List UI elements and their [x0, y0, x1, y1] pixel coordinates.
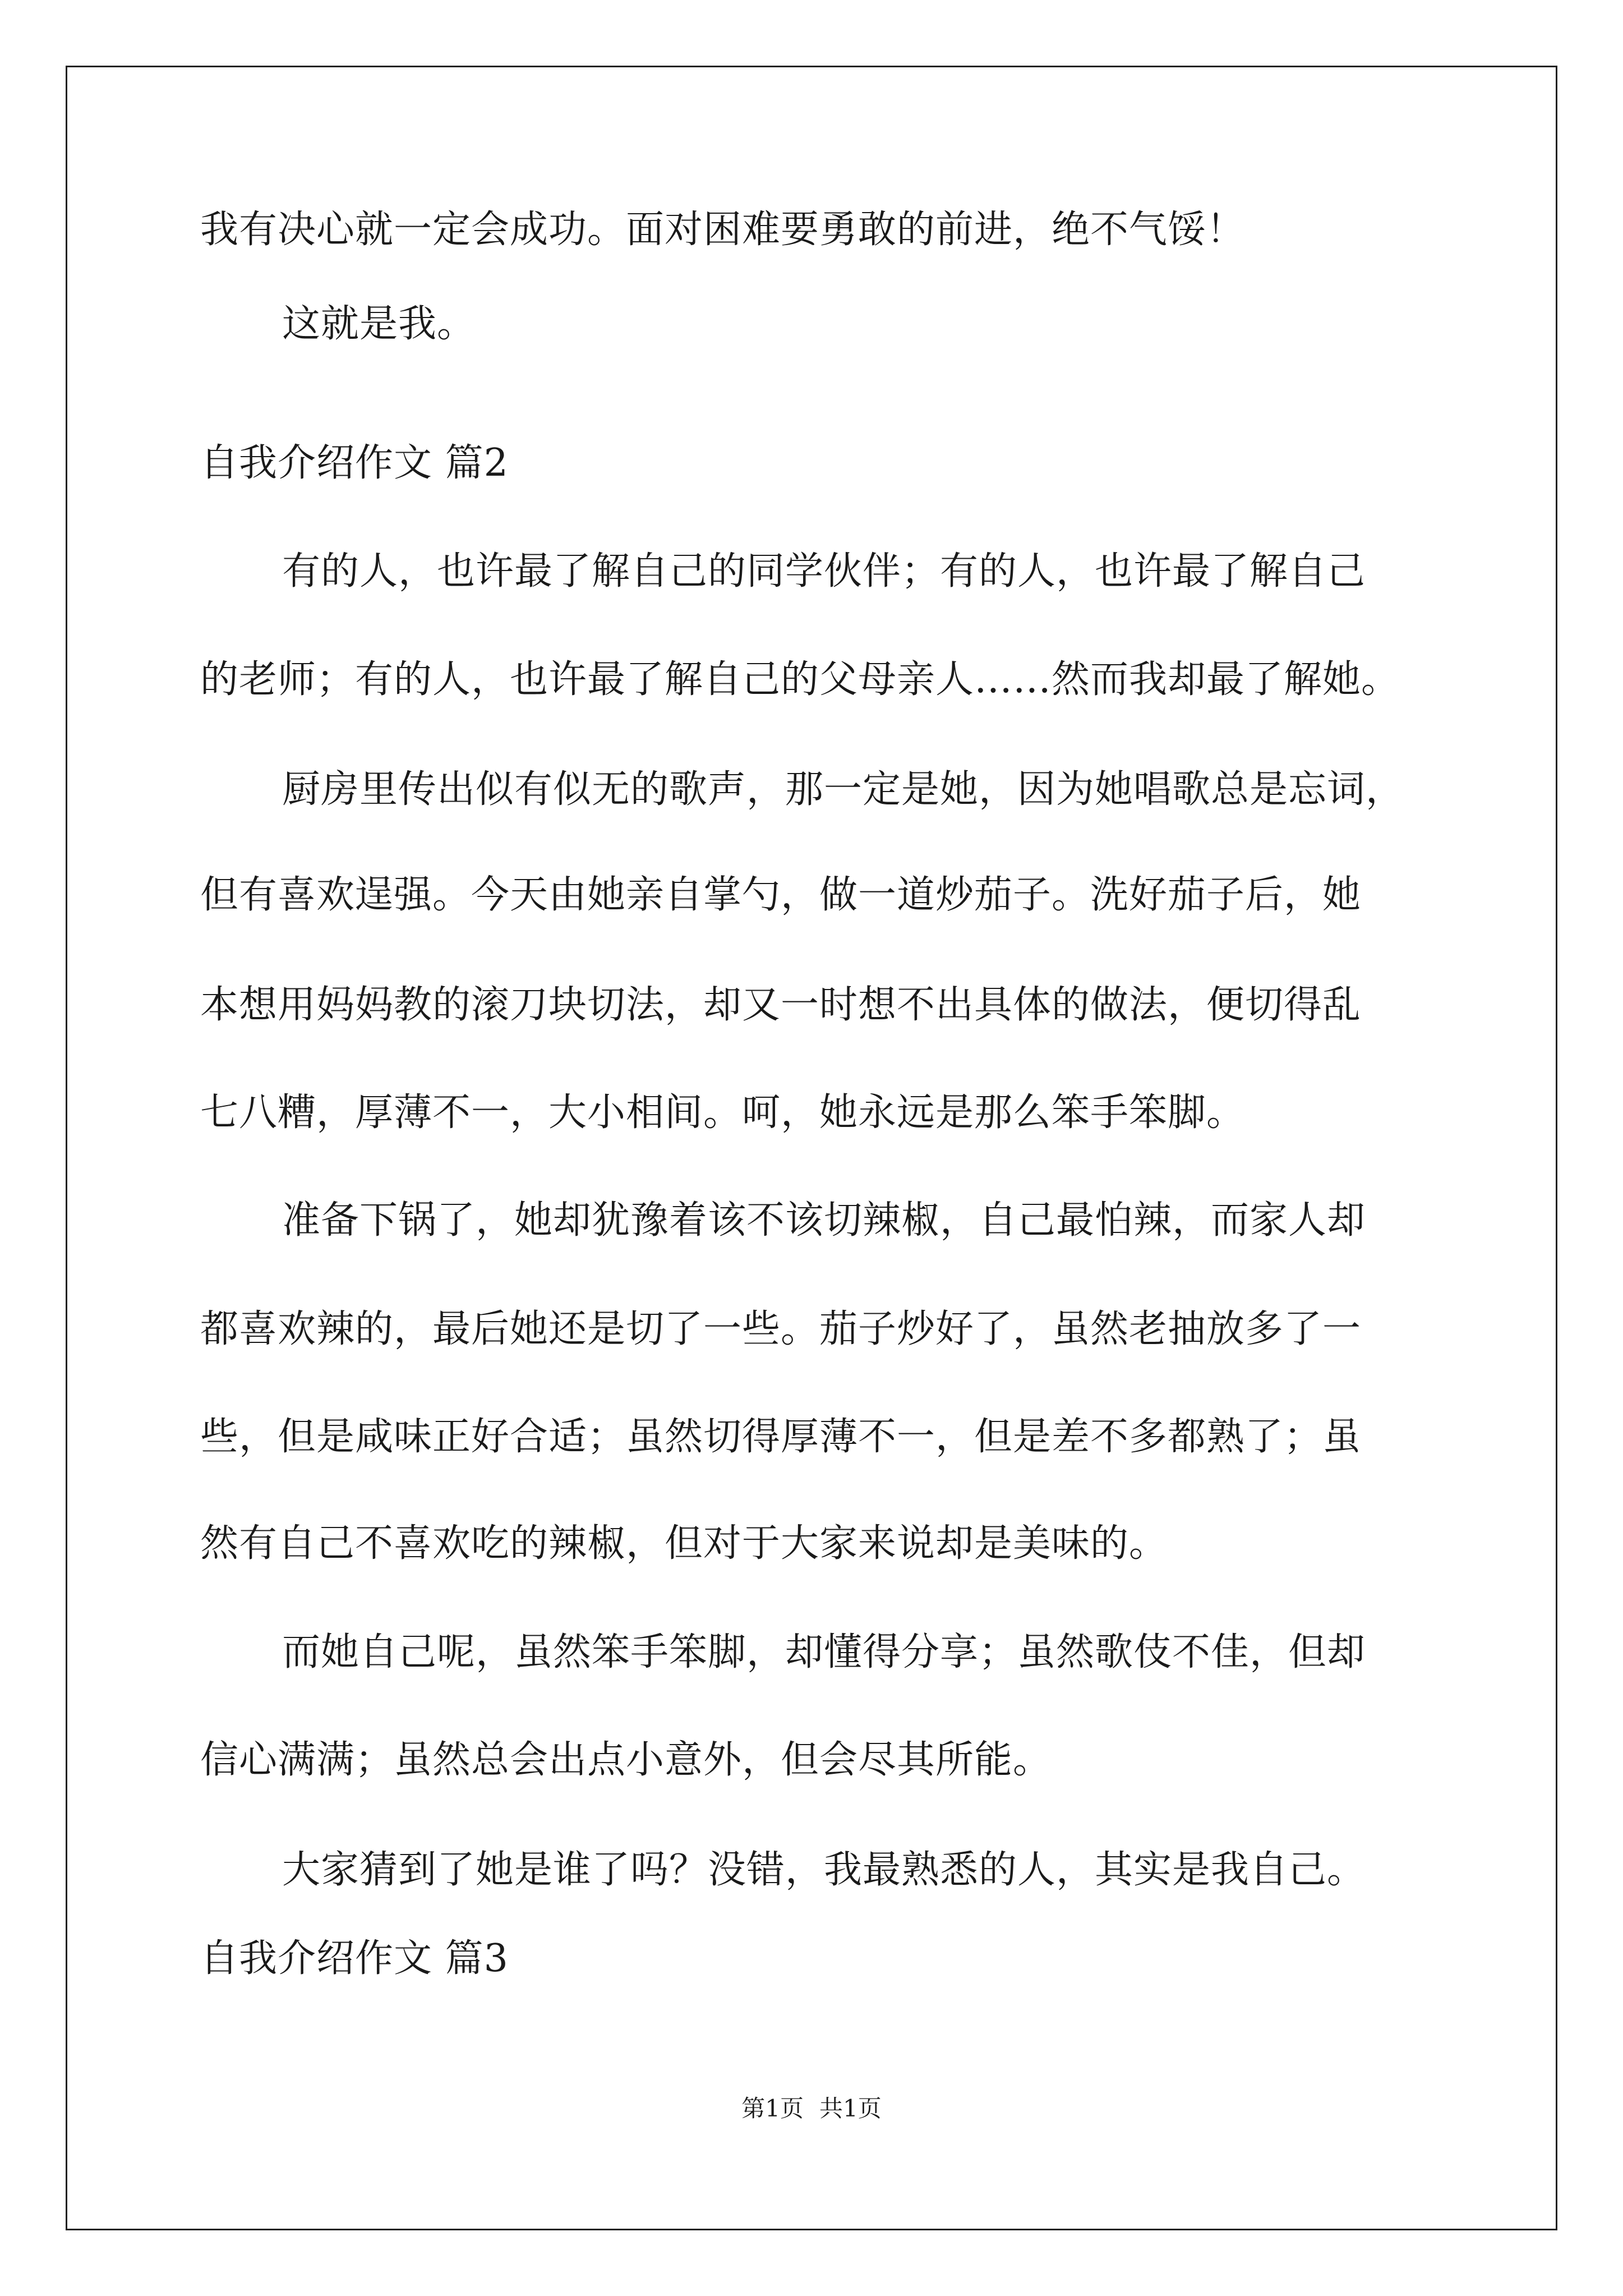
paragraph-line: 些，但是咸味正好合适；虽然切得厚薄不一，但是差不多都熟了；虽	[200, 1415, 1362, 1459]
paragraph-line: 准备下锅了，她却犹豫着该不该切辣椒，自己最怕辣，而家人却	[282, 1198, 1366, 1243]
paragraph-line: 而她自己呢，虽然笨手笨脚，却懂得分享；虽然歌伎不佳，但却	[282, 1630, 1366, 1674]
paragraph-line: 然有自己不喜欢吃的辣椒，但对于大家来说却是美味的。	[200, 1521, 1168, 1566]
page-number: 第1页	[741, 2095, 804, 2122]
paragraph-line: 本想用妈妈教的滚刀块切法，却又一时想不出具体的做法，便切得乱	[200, 983, 1362, 1027]
paragraph-line: 七八糟，厚薄不一，大小相间。呵，她永远是那么笨手笨脚。	[200, 1091, 1246, 1135]
page-footer	[0, 2097, 1623, 2120]
paragraph-line: 我有决心就一定会成功。面对困难要勇敢的前进，绝不气馁！	[200, 208, 1246, 252]
paragraph-line: 大家猜到了她是谁了吗？没错，我最熟悉的人，其实是我自己。	[282, 1848, 1366, 1892]
paragraph-line: 都喜欢辣的，最后她还是切了一些。茄子炒好了，虽然老抽放多了一	[200, 1307, 1362, 1351]
paragraph-line: 的老师；有的人，也许最了解自己的父母亲人……然而我却最了解她。	[200, 657, 1400, 702]
page-total: 共1页	[819, 2095, 882, 2122]
paragraph-line: 但有喜欢逞强。今天由她亲自掌勺，做一道炒茄子。洗好茄子后，她	[200, 873, 1362, 917]
paragraph-line: 信心满满；虽然总会出点小意外，但会尽其所能。	[200, 1738, 1052, 1782]
paragraph-line: 厨房里传出似有似无的歌声，那一定是她，因为她唱歌总是忘词，	[282, 767, 1405, 812]
section-heading: 自我介绍作文 篇2	[200, 441, 509, 485]
section-heading: 自我介绍作文 篇3	[200, 1936, 509, 1981]
page-border	[66, 66, 1557, 2230]
paragraph-line: 有的人，也许最了解自己的同学伙伴；有的人，也许最了解自己	[282, 549, 1366, 593]
paragraph-line: 这就是我。	[282, 302, 476, 346]
